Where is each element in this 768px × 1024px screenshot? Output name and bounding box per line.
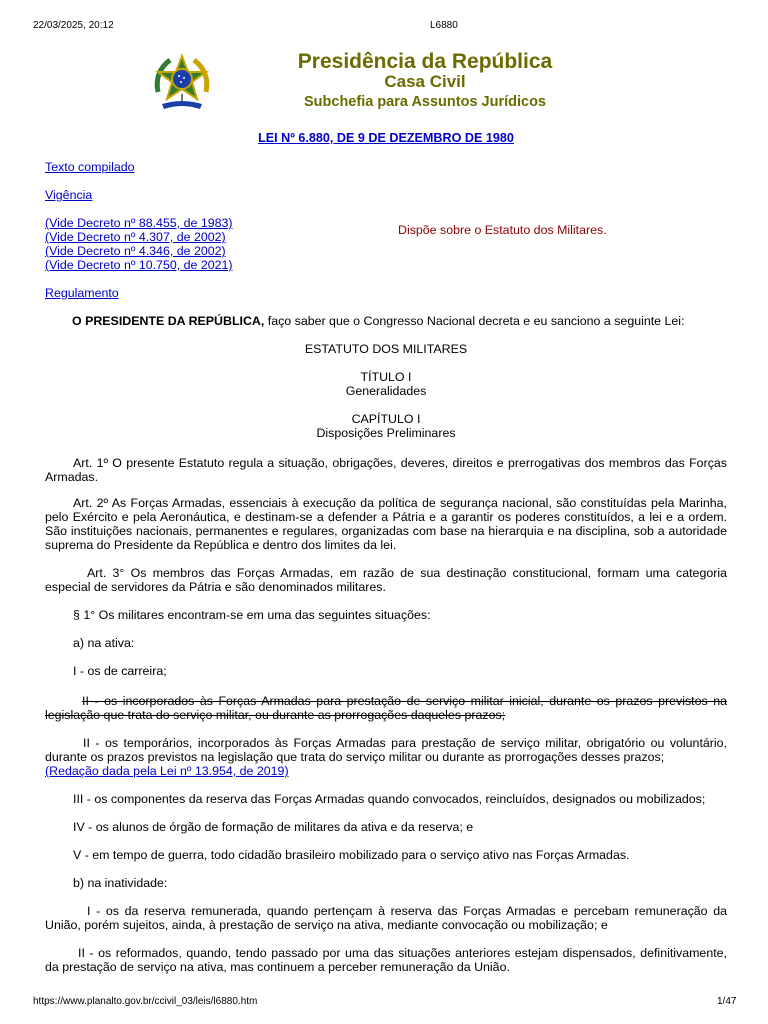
preamble [45, 314, 727, 328]
vide-decreto-link-3[interactable]: (Vide Decreto nº 4.346, de 2002) [45, 244, 226, 258]
vigencia-link[interactable]: Vigência [45, 188, 93, 202]
ementa: Dispõe sobre o Estatuto dos Militares. [398, 223, 607, 237]
header-subtitle: Casa Civil [384, 72, 466, 91]
item-a-iv: IV - os alunos de órgão de formação de militares da ativa e da reserva; e [73, 820, 474, 834]
art-2: Art. 2º As Forças Armadas, essenciais à execução da política de segurança nacional, são constituídas pela Marinha, pelo Exército e pela Aeronáutica, e destinam-se a defender a Pátria e a garantir os poderes constituídos, a lei e a ordem. São instituições nacionais, permanentes e regulares, organizadas com base na hierarquia e na disciplina, sob a autoridade suprema do Presidente da República e dentro dos limites da lei. [45, 496, 727, 552]
vide-decreto-link-1[interactable]: (Vide Decreto nº 88.455, de 1983) [45, 216, 233, 230]
item-a-ii-new-text: II - os temporários, incorporados às Forças Armadas para prestação de serviço militar, obrigatório ou voluntário, durante os prazos previstos na legislação que trata do serviço militar ou durante as prorrogações desses prazos; [45, 736, 727, 764]
item-b: b) na inatividade: [73, 876, 168, 890]
brazil-coat-of-arms-icon [150, 52, 214, 112]
regulamento-link[interactable]: Regulamento [45, 286, 119, 300]
art-1: Art. 1º O presente Estatuto regula a situação, obrigações, deveres, direitos e prerrogativas dos membros das Forças Armadas. [45, 456, 727, 484]
redacao-lei-13954-link[interactable]: (Redação dada pela Lei nº 13.954, de 2019) [45, 764, 289, 778]
statute-title: ESTATUTO DOS MILITARES [304, 342, 468, 356]
titulo-label: TÍTULO I [360, 370, 412, 384]
item-a-iii: III - os componentes da reserva das Forças Armadas quando convocados, reincluídos, designados ou mobilizados; [73, 792, 706, 806]
texto-compilado-link[interactable]: Texto compilado [45, 160, 135, 174]
item-a-v: V - em tempo de guerra, todo cidadão brasileiro mobilizado para o serviço ativo nas Forças Armadas. [73, 848, 630, 862]
item-a-ii-new [45, 736, 727, 778]
print-datetime: 22/03/2025, 20:12 [33, 20, 114, 31]
vide-decreto-link-4[interactable]: (Vide Decreto nº 10.750, de 2021) [45, 258, 233, 272]
item-b-i: I - os da reserva remunerada, quando pertençam à reserva das Forças Armadas e percebam remuneração da União, porém sujeitos, ainda, à prestação de serviço na ativa, mediante convocação ou mobilização; e [45, 904, 727, 932]
art-3-par-1: § 1° Os militares encontram-se em uma das seguintes situações: [73, 608, 431, 622]
capitulo-name: Disposições Preliminares [316, 426, 456, 440]
item-a: a) na ativa: [73, 636, 135, 650]
print-page-number: 1/47 [717, 996, 737, 1007]
preamble-bold: O PRESIDENTE DA REPÚBLICA, [72, 314, 265, 328]
capitulo-label: CAPÍTULO I [351, 412, 421, 426]
preamble-rest: faço saber que o Congresso Nacional decreta e eu sanciono a seguinte Lei: [264, 314, 685, 328]
item-b-ii: II - os reformados, quando, tendo passado por uma das situações anteriores estejam dispensados, definitivamente, da prestação de serviço na ativa, mas continuem a perceber remuneração da União. [45, 946, 727, 974]
print-doc-id: L6880 [430, 20, 458, 31]
law-title-link[interactable]: LEI Nº 6.880, DE 9 DE DEZEMBRO DE 1980 [258, 131, 514, 145]
item-a-i: I - os de carreira; [73, 664, 167, 678]
titulo-name: Generalidades [345, 384, 427, 398]
header-title: Presidência da República [297, 50, 553, 73]
item-a-ii-revoked: II - os incorporados às Forças Armadas para prestação de serviço militar inicial, durante os prazos previstos na legislação que trata do serviço militar, ou durante as prorrogações daqueles prazos; [45, 694, 727, 722]
print-url: https://www.planalto.gov.br/ccivil_03/leis/l6880.htm [33, 996, 258, 1007]
art-3: Art. 3° Os membros das Forças Armadas, em razão de sua destinação constitucional, formam uma categoria especial de servidores da Pátria e são denominados militares. [45, 566, 727, 594]
header-subsubtitle: Subchefia para Assuntos Jurídicos [304, 94, 546, 110]
vide-decreto-link-2[interactable]: (Vide Decreto nº 4.307, de 2002) [45, 230, 226, 244]
